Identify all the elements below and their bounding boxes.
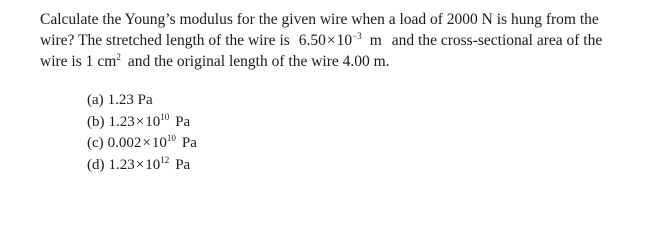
option-b[interactable] bbox=[87, 112, 197, 134]
option-label: (b) bbox=[87, 113, 105, 130]
option-value: $0.002\times 10^{10}$ Pa bbox=[107, 133, 197, 151]
option-label: (a) bbox=[87, 92, 104, 108]
question-line-3-start: wire is 1 bbox=[40, 53, 94, 70]
question-line-2-start: wire? The stretched length of the wire is bbox=[40, 32, 290, 49]
question-line-2-end: and the cross-sectional area of the bbox=[391, 32, 603, 49]
option-value: 1.23 Pa bbox=[107, 92, 153, 108]
area-unit: $cm^2$ bbox=[97, 52, 121, 70]
option-a[interactable] bbox=[87, 90, 197, 112]
option-value: $1.23\times 10^{12}$ Pa bbox=[108, 154, 191, 173]
question-line-3-end: and the original length of the wire 4.00 m. bbox=[127, 53, 390, 70]
stretched-length-value: $6.50\times 10^{-3}$ m bbox=[298, 31, 382, 49]
option-c[interactable] bbox=[87, 133, 197, 155]
option-d[interactable] bbox=[87, 155, 197, 177]
question-line-3 bbox=[40, 51, 640, 72]
question-text bbox=[40, 9, 640, 72]
question-line-2 bbox=[40, 30, 640, 51]
question-line-1: Calculate the Young’s modulus for the given wire when a load of 2000 N is hung from the bbox=[40, 11, 599, 28]
option-value: $1.23\times 10^{10}$ Pa bbox=[108, 111, 191, 130]
option-label: (c) bbox=[87, 135, 104, 151]
answer-options bbox=[87, 90, 197, 176]
option-label: (d) bbox=[87, 156, 105, 173]
